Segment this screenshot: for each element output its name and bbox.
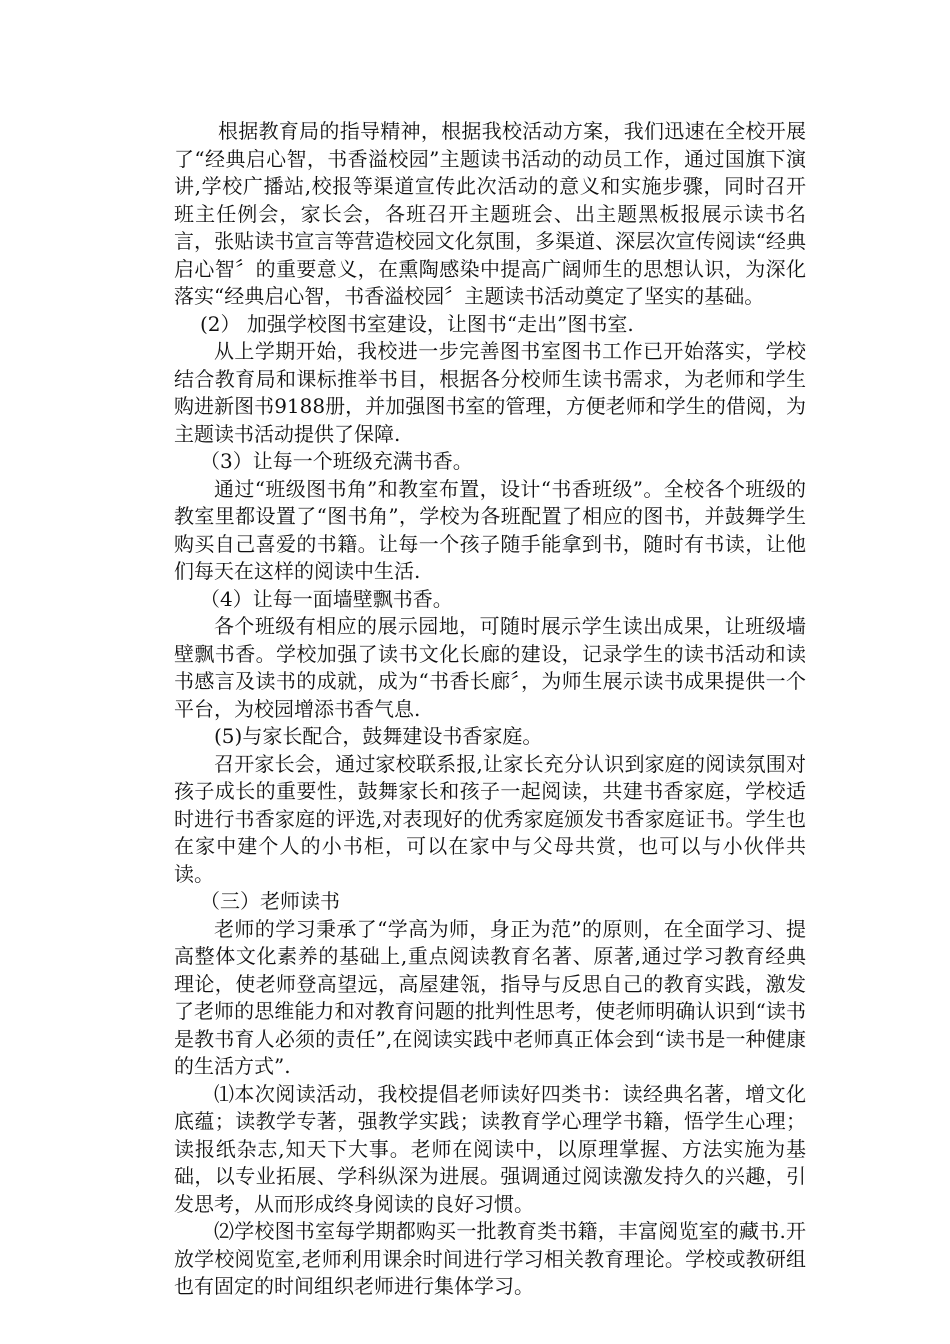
paragraph-reading-room: ⑵学校图书室每学期都购买一批教育类书籍，丰富阅览室的藏书.开放学校阅览室,老师利用课余时间进行学习相关教育理论。学校或教研组也有固定的时间组织老师进行集体学习。 — [174, 1219, 806, 1298]
document-body — [174, 118, 806, 1301]
paragraph-class-book-corner: 通过“班级图书角”和教室布置，设计“书香班级”。全校各个班级的教室里都设置了“图书角”，学校为各班配置了相应的图书，并鼓舞学生购买自己喜爱的书籍。让每一个孩子随手能拿到书，随时有书读，让他们每天在这样的阅读中生活. — [174, 476, 806, 583]
heading-family-cooperation: (5)与家长配合，鼓舞建设书香家庭。 — [214, 724, 543, 748]
paragraph-family-reading: 召开家长会，通过家校联系报,让家长充分认识到家庭的阅读氛围对孩子成长的重要性，鼓舞家长和孩子一起阅读，共建书香家庭，学校适时进行书香家庭的评选,对表现好的优秀家庭颁发书香家庭证书。学生也在家中建个人的小书柜，可以在家中与父母共赏，也可以与小伙伴共读。 — [174, 751, 806, 886]
paragraph-library-construction: 从上学期开始，我校进一步完善图书室图书工作已开始落实，学校结合教育局和课标推举书目，根据各分校师生读书需求，为老师和学生购进新图书9188册，并加强图书室的管理，方便老师和学生的借阅，为主题读书活动提供了保障. — [174, 339, 806, 446]
paragraph-four-kinds-of-books: ⑴本次阅读活动，我校提倡老师读好四类书：读经典名著，增文化底蕴；读教学专著，强教学实践；读教育学心理学书籍，悟学生心理；读报纸杂志,知天下大事。老师在阅读中，以原理掌握、方法实施为基础，以专业拓展、学科纵深为进展。强调通过阅读激发持久的兴趣，引发思考，从而形成终身阅读的良好习惯。 — [174, 1081, 806, 1216]
paragraph-mobilization: 根据教育局的指导精神，根据我校活动方案，我们迅速在全校开展了“经典启心智，书香溢校园”主题读书活动的动员工作，通过国旗下演讲,学校广播站,校报等渠道宣传此次活动的意义和实施步骤，同时召开班主任例会，家长会，各班召开主题班会、出主题黑板报展示读书名言，张贴读书宣言等营造校园文化氛围，多渠道、深层次宣传阅读“经典启心智〞的重要意义，在熏陶感染中提高广阔师生的思想认识，为深化落实“经典启心智，书香溢校园〞主题读书活动奠定了坚实的基础。 — [174, 119, 806, 308]
paragraph-wall-display: 各个班级有相应的展示园地，可随时展示学生读出成果，让班级墙壁飘书香。学校加强了读书文化长廊的建设，记录学生的读书活动和读书感言及读书的成就，成为“书香长廊〞，为师生展示读书成果提供一个平台，为校园增添书香气息. — [174, 614, 806, 721]
heading-wall-book-fragrance: （4）让每一面墙壁飘书香。 — [200, 586, 453, 611]
paragraph-teacher-learning: 老师的学习秉承了“学高为师，身正为范”的原则，在全面学习、提高整体文化素养的基础上,重点阅读教育名著、原著,通过学习教育经典理论，使老师登高望远，高屋建瓴，指导与反思自己的教育实践，激发了老师的思维能力和对教育问题的批判性思考，使老师明确认识到“读书是教书育人必须的责任”,在阅读实践中老师真正体会到“读书是一种健康的生活方式”. — [174, 916, 806, 1078]
heading-teacher-reading: （三）老师读书 — [200, 889, 340, 913]
heading-library-construction: (2） 加强学校图书室建设，让图书“走出”图书室. — [200, 311, 634, 336]
heading-class-book-fragrance: （3）让每一个班级充满书香。 — [200, 449, 473, 473]
